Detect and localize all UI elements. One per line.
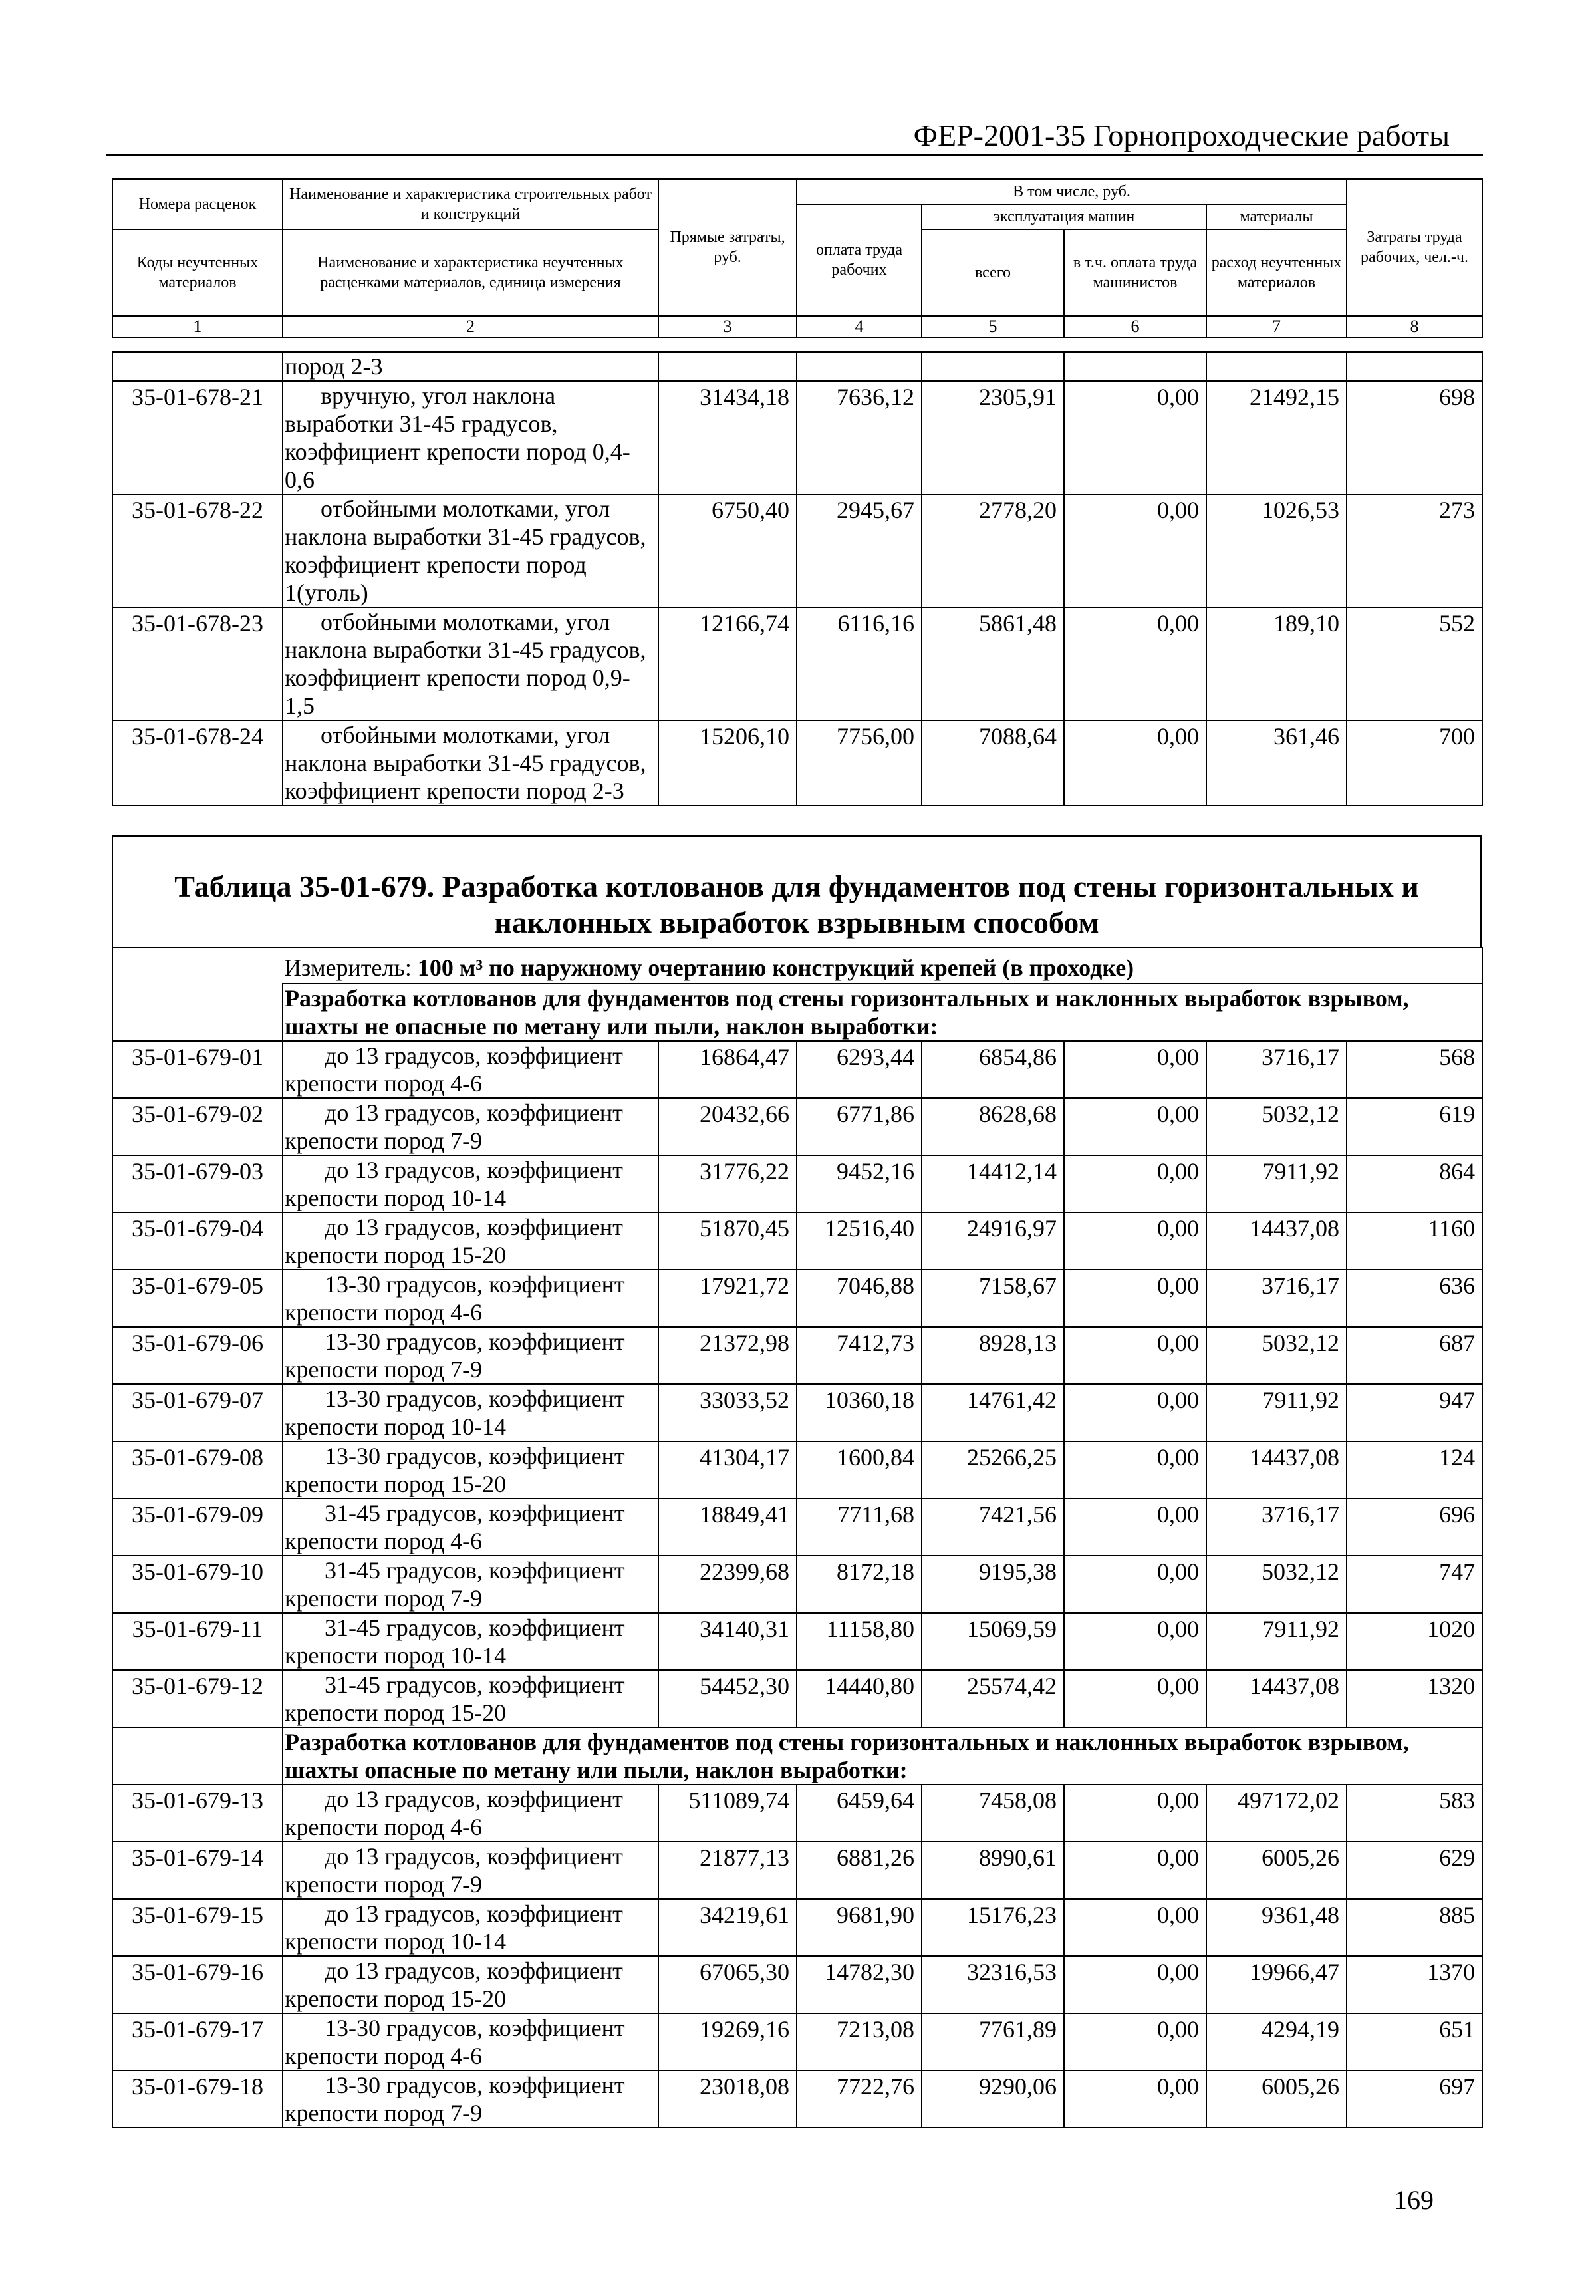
machinist-wages: 0,00 [1064,720,1206,805]
work-description: 13-30 градусов, коэффициент крепости пород 4-6 [283,2013,658,2071]
worker-wages: 14782,30 [797,1956,922,2013]
column-number: 3 [658,316,797,337]
direct-costs: 67065,30 [658,1956,797,2013]
header-materials: материалы [1206,204,1347,229]
work-description: 31-45 градусов, коэффициент крепости пород 10-14 [283,1613,658,1670]
work-description: до 13 градусов, коэффициент крепости пород 7-9 [283,1842,658,1899]
table-row [112,1441,1482,1499]
table-row [112,381,1482,494]
materials-cost: 5032,12 [1206,1098,1347,1155]
machines-total: 6854,86 [922,1041,1064,1098]
rate-code: 35-01-679-07 [112,1384,283,1441]
labor-hours: 619 [1347,1098,1482,1155]
machinist-wages: 0,00 [1064,1670,1206,1727]
work-description: 13-30 градусов, коэффициент крепости пород 15-20 [283,1441,658,1499]
meter-value: 100 м³ по наружному очертанию конструкций крепей (в проходке) [417,954,1134,981]
worker-wages: 2945,67 [797,494,922,607]
worker-wages: 7412,73 [797,1327,922,1384]
rate-code: 35-01-679-09 [112,1499,283,1556]
rate-code: 35-01-679-05 [112,1270,283,1327]
materials-cost: 14437,08 [1206,1441,1347,1499]
subheading-row [112,984,1482,1041]
labor-hours: 552 [1347,607,1482,720]
materials-cost: 7911,92 [1206,1384,1347,1441]
column-number: 8 [1347,316,1482,337]
column-number: 7 [1206,316,1347,337]
rate-code: 35-01-679-03 [112,1155,283,1213]
materials-cost: 6005,26 [1206,1842,1347,1899]
meter-row [112,948,1482,984]
direct-costs: 41304,17 [658,1441,797,1499]
direct-costs: 22399,68 [658,1556,797,1613]
table-row [112,1327,1482,1384]
rate-code: 35-01-679-10 [112,1556,283,1613]
page-number: 169 [1394,2185,1434,2215]
table-row [112,2013,1482,2071]
direct-costs: 21877,13 [658,1842,797,1899]
machinist-wages: 0,00 [1064,494,1206,607]
header-labor: Затраты труда рабочих, чел.-ч. [1347,179,1482,316]
table-row [112,1098,1482,1155]
work-description: 31-45 градусов, коэффициент крепости пород 7-9 [283,1556,658,1613]
machines-total: 15069,59 [922,1613,1064,1670]
worker-wages: 7711,68 [797,1499,922,1556]
rate-code: 35-01-679-13 [112,1785,283,1842]
machinist-wages: 0,00 [1064,1270,1206,1327]
worker-wages: 14440,80 [797,1670,922,1727]
materials-cost: 7911,92 [1206,1613,1347,1670]
machinist-wages: 0,00 [1064,1041,1206,1098]
table-row [112,494,1482,607]
table-row [112,2071,1482,2128]
machines-total: 7458,08 [922,1785,1064,1842]
rate-code: 35-01-679-02 [112,1098,283,1155]
labor-hours: 568 [1347,1041,1482,1098]
worker-wages: 6116,16 [797,607,922,720]
work-description: 31-45 градусов, коэффициент крепости пород 15-20 [283,1670,658,1727]
direct-costs: 6750,40 [658,494,797,607]
machines-total: 8928,13 [922,1327,1064,1384]
materials-cost: 3716,17 [1206,1270,1347,1327]
machinist-wages [1064,352,1206,381]
table-row [112,1384,1482,1441]
worker-wages: 6293,44 [797,1041,922,1098]
column-number: 2 [283,316,658,337]
direct-costs: 16864,47 [658,1041,797,1098]
column-number: 4 [797,316,922,337]
materials-cost: 3716,17 [1206,1041,1347,1098]
labor-hours: 1320 [1347,1670,1482,1727]
work-description: до 13 градусов, коэффициент крепости пород 4-6 [283,1041,658,1098]
machinist-wages: 0,00 [1064,2071,1206,2128]
materials-cost: 21492,15 [1206,381,1347,494]
machines-total: 5861,48 [922,607,1064,720]
machinist-wages: 0,00 [1064,1213,1206,1270]
worker-wages: 7636,12 [797,381,922,494]
labor-hours: 885 [1347,1899,1482,1956]
direct-costs: 17921,72 [658,1270,797,1327]
machines-total: 32316,53 [922,1956,1064,2013]
table-title: Таблица 35-01-679. Разработка котлованов для фундаментов под стены горизонтальных и наклонных выработок взрывным способом [112,835,1482,947]
work-description: вручную, угол наклона выработки 31-45 градусов, коэффициент крепости пород 0,4-0,6 [283,381,658,494]
subheading-2: Разработка котлованов для фундаментов под стены горизонтальных и наклонных выработок взрывом, шахты опасные по метану или пыли, наклон выработки: [283,1727,1482,1785]
materials-cost: 9361,48 [1206,1899,1347,1956]
work-description: 13-30 градусов, коэффициент крепости пород 4-6 [283,1270,658,1327]
materials-cost: 361,46 [1206,720,1347,805]
materials-cost: 4294,19 [1206,2013,1347,2071]
machinist-wages: 0,00 [1064,2013,1206,2071]
direct-costs: 34140,31 [658,1613,797,1670]
work-description: до 13 градусов, коэффициент крепости пород 10-14 [283,1155,658,1213]
direct-costs: 34219,61 [658,1899,797,1956]
worker-wages: 7722,76 [797,2071,922,2128]
machines-total [922,352,1064,381]
table-row [112,720,1482,805]
rate-code: 35-01-679-12 [112,1670,283,1727]
table-row [112,1899,1482,1956]
rate-code: 35-01-679-04 [112,1213,283,1270]
worker-wages: 7046,88 [797,1270,922,1327]
rate-code: 35-01-678-21 [112,381,283,494]
machinist-wages: 0,00 [1064,1785,1206,1842]
direct-costs: 19269,16 [658,2013,797,2071]
labor-hours: 864 [1347,1155,1482,1213]
worker-wages: 6771,86 [797,1098,922,1155]
labor-hours: 698 [1347,381,1482,494]
materials-cost: 3716,17 [1206,1499,1347,1556]
meter-label: Измеритель: [284,954,412,981]
labor-hours: 700 [1347,720,1482,805]
labor-hours: 687 [1347,1327,1482,1384]
machinist-wages: 0,00 [1064,1956,1206,2013]
header-name: Наименование и характеристика строительных работ и конструкций [283,179,658,229]
rate-code: 35-01-679-16 [112,1956,283,2013]
labor-hours: 696 [1347,1499,1482,1556]
rate-code: 35-01-678-24 [112,720,283,805]
worker-wages: 7213,08 [797,2013,922,2071]
direct-costs: 31434,18 [658,381,797,494]
work-description: отбойными молотками, угол наклона выработки 31-45 градусов, коэффициент крепости пород 0,9-1,5 [283,607,658,720]
worker-wages: 12516,40 [797,1213,922,1270]
header-machinist-wages: в т.ч. оплата труда машинистов [1064,229,1206,316]
worker-wages: 9452,16 [797,1155,922,1213]
table-row [112,1499,1482,1556]
subheading-1: Разработка котлованов для фундаментов под стены горизонтальных и наклонных выработок взрывом, шахты не опасные по метану или пыли, наклон выработки: [283,984,1482,1041]
work-description: до 13 градусов, коэффициент крепости пород 15-20 [283,1956,658,2013]
machinist-wages: 0,00 [1064,1384,1206,1441]
worker-wages: 9681,90 [797,1899,922,1956]
machinist-wages: 0,00 [1064,1327,1206,1384]
machines-total: 8628,68 [922,1098,1064,1155]
table-row [112,1155,1482,1213]
machinist-wages: 0,00 [1064,1556,1206,1613]
table-row [112,1556,1482,1613]
table-row [112,1670,1482,1727]
header-machines-total: всего [922,229,1064,316]
materials-cost: 6005,26 [1206,2071,1347,2128]
table-row [112,1213,1482,1270]
rate-code: 35-01-679-08 [112,1441,283,1499]
column-number: 1 [112,316,283,337]
materials-cost: 5032,12 [1206,1327,1347,1384]
materials-cost: 189,10 [1206,607,1347,720]
table-row [112,1956,1482,2013]
table-row [112,352,1482,381]
labor-hours [1347,352,1482,381]
machines-total: 9290,06 [922,2071,1064,2128]
rate-code [112,352,283,381]
machinist-wages: 0,00 [1064,1155,1206,1213]
direct-costs: 33033,52 [658,1384,797,1441]
labor-hours: 697 [1347,2071,1482,2128]
column-number: 6 [1064,316,1206,337]
table-row [112,1785,1482,1842]
machines-total: 24916,97 [922,1213,1064,1270]
direct-costs: 511089,74 [658,1785,797,1842]
labor-hours: 583 [1347,1785,1482,1842]
running-head: ФЕР-2001-35 Горнопроходческие работы [913,118,1450,152]
rate-code: 35-01-678-23 [112,607,283,720]
worker-wages: 6881,26 [797,1842,922,1899]
rate-code: 35-01-679-18 [112,2071,283,2128]
machines-total: 9195,38 [922,1556,1064,1613]
direct-costs: 21372,98 [658,1327,797,1384]
labor-hours: 636 [1347,1270,1482,1327]
rate-code: 35-01-679-01 [112,1041,283,1098]
machines-total: 14412,14 [922,1155,1064,1213]
work-description: пород 2-3 [283,352,658,381]
materials-cost: 497172,02 [1206,1785,1347,1842]
materials-cost: 14437,08 [1206,1670,1347,1727]
materials-cost: 19966,47 [1206,1956,1347,2013]
work-description: до 13 градусов, коэффициент крепости пород 4-6 [283,1785,658,1842]
labor-hours: 1160 [1347,1213,1482,1270]
rate-code: 35-01-679-17 [112,2013,283,2071]
direct-costs: 51870,45 [658,1213,797,1270]
machines-total: 8990,61 [922,1842,1064,1899]
table-row [112,1842,1482,1899]
labor-hours: 124 [1347,1441,1482,1499]
rate-code: 35-01-679-14 [112,1842,283,1899]
worker-wages: 10360,18 [797,1384,922,1441]
work-description: 13-30 градусов, коэффициент крепости пород 7-9 [283,1327,658,1384]
header-code: Номера расценок [112,179,283,229]
header-materials-sub: расход неучтенных материалов [1206,229,1347,316]
machinist-wages: 0,00 [1064,1613,1206,1670]
machines-total: 2778,20 [922,494,1064,607]
table-679 [112,947,1483,2128]
header-direct-costs: Прямые затраты, руб. [658,179,797,316]
column-header-table [112,178,1483,338]
worker-wages: 7756,00 [797,720,922,805]
work-description: 13-30 градусов, коэффициент крепости пород 7-9 [283,2071,658,2128]
machinist-wages: 0,00 [1064,1899,1206,1956]
work-description: до 13 градусов, коэффициент крепости пород 7-9 [283,1098,658,1155]
machines-total: 7158,67 [922,1270,1064,1327]
work-description: отбойными молотками, угол наклона выработки 31-45 градусов, коэффициент крепости пород 2-3 [283,720,658,805]
worker-wages: 8172,18 [797,1556,922,1613]
labor-hours: 1370 [1347,1956,1482,2013]
column-number: 5 [922,316,1064,337]
table-row [112,1613,1482,1670]
machines-total: 15176,23 [922,1899,1064,1956]
table-679-block [112,835,1482,2128]
materials-cost: 7911,92 [1206,1155,1347,1213]
table-row [112,607,1482,720]
direct-costs: 23018,08 [658,2071,797,2128]
worker-wages: 6459,64 [797,1785,922,1842]
machines-total: 7761,89 [922,2013,1064,2071]
header-name-sub: Наименование и характеристика неучтенных расценками материалов, единица измерения [283,229,658,316]
worker-wages: 1600,84 [797,1441,922,1499]
machinist-wages: 0,00 [1064,1499,1206,1556]
machines-total: 25574,42 [922,1670,1064,1727]
materials-cost [1206,352,1347,381]
worker-wages [797,352,922,381]
labor-hours: 947 [1347,1384,1482,1441]
machinist-wages: 0,00 [1064,607,1206,720]
rate-code: 35-01-679-06 [112,1327,283,1384]
table-678-continuation [112,351,1483,806]
rate-code: 35-01-678-22 [112,494,283,607]
machines-total: 25266,25 [922,1441,1064,1499]
worker-wages: 11158,80 [797,1613,922,1670]
labor-hours: 273 [1347,494,1482,607]
direct-costs: 20432,66 [658,1098,797,1155]
machines-total: 7088,64 [922,720,1064,805]
rate-code: 35-01-679-11 [112,1613,283,1670]
header-code-sub: Коды неучтенных материалов [112,229,283,316]
header-including: В том числе, руб. [797,179,1347,204]
header-machines: эксплуатация машин [922,204,1206,229]
table-row [112,1270,1482,1327]
work-description: отбойными молотками, угол наклона выработки 31-45 градусов, коэффициент крепости пород 1(уголь) [283,494,658,607]
direct-costs: 31776,22 [658,1155,797,1213]
labor-hours: 1020 [1347,1613,1482,1670]
work-description: 31-45 градусов, коэффициент крепости пород 4-6 [283,1499,658,1556]
direct-costs: 15206,10 [658,720,797,805]
machines-total: 14761,42 [922,1384,1064,1441]
materials-cost: 5032,12 [1206,1556,1347,1613]
machines-total: 7421,56 [922,1499,1064,1556]
work-description: до 13 градусов, коэффициент крепости пород 10-14 [283,1899,658,1956]
machines-total: 2305,91 [922,381,1064,494]
materials-cost: 1026,53 [1206,494,1347,607]
direct-costs: 12166,74 [658,607,797,720]
labor-hours: 651 [1347,2013,1482,2071]
machinist-wages: 0,00 [1064,381,1206,494]
machinist-wages: 0,00 [1064,1098,1206,1155]
header-wages: оплата труда рабочих [797,204,922,316]
work-description: до 13 градусов, коэффициент крепости пород 15-20 [283,1213,658,1270]
labor-hours: 629 [1347,1842,1482,1899]
materials-cost: 14437,08 [1206,1213,1347,1270]
machinist-wages: 0,00 [1064,1842,1206,1899]
rate-code: 35-01-679-15 [112,1899,283,1956]
table-row [112,1041,1482,1098]
direct-costs [658,352,797,381]
header-rule [106,154,1483,156]
work-description: 13-30 градусов, коэффициент крепости пород 10-14 [283,1384,658,1441]
labor-hours: 747 [1347,1556,1482,1613]
direct-costs: 54452,30 [658,1670,797,1727]
machinist-wages: 0,00 [1064,1441,1206,1499]
direct-costs: 18849,41 [658,1499,797,1556]
subheading-row [112,1727,1482,1785]
